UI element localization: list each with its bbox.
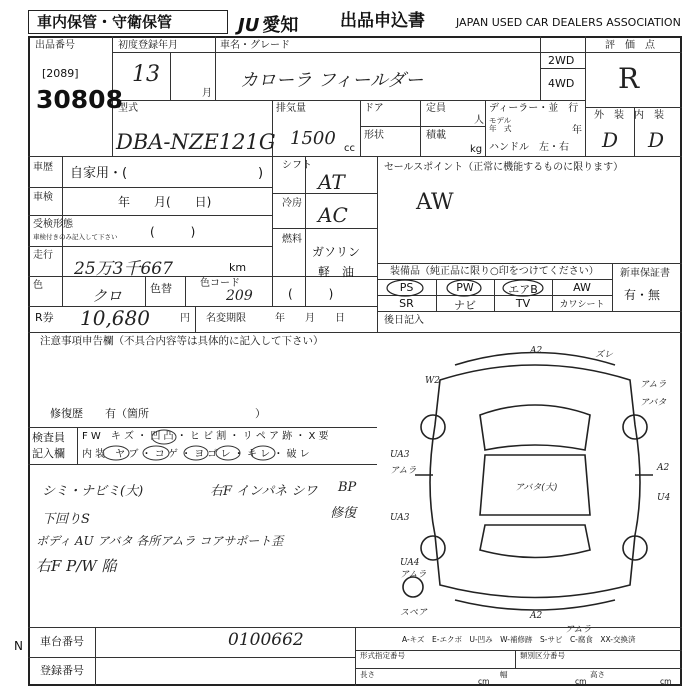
damage-circles [78,428,378,464]
handle-label: ハンドル 左・右 [489,142,569,153]
length-label: 長さ [360,670,375,679]
mark-spare: スペア [400,608,428,618]
mark-amura-3: アムラ [400,570,427,580]
equip-aw: AW [573,281,591,294]
grade-label: 評 価 点 [605,40,655,51]
header-title: 車内保管・守衛保管 [37,13,173,31]
equip-airbag: エアB [508,283,538,296]
warranty-label: 新車保証書 [620,268,670,279]
mark-ua3-left: UA3 [390,450,410,460]
association-name: JAPAN USED CAR DEALERS ASSOCIATION [456,16,681,29]
hw-note-7: 右F P/W 陥 [36,557,117,575]
fw-line: F W キ ズ ・ 凹 凸 ・ ヒ ビ 割 ・ リ ペ ア 跡 ・ X 要 [82,431,329,442]
circle-airbag [503,280,543,296]
chassis-label: 車台番号 [40,635,84,648]
mileage-unit: km [229,261,247,274]
hw-note-5: 下回りS [42,512,90,527]
sales-label: セールスポイント（正常に機能するものに限ります） [384,162,624,173]
mark-abata-1: アバタ [640,398,667,408]
chassis-value: 0100662 [228,630,304,650]
model-label: 型式 [118,103,138,114]
history-label: 車歴 [33,162,53,173]
equip-label: 装備品（純正品に限り○印をつけてください） [390,266,599,277]
ju-logo [238,11,298,37]
fuel-gas: ガソリン [312,245,361,259]
drive-2wd: 2WD [548,54,575,67]
fuel-label: 燃料 [282,234,302,245]
recycle-label: R券 [35,311,54,324]
car-windshield [480,405,590,450]
shift-value: AT [318,170,345,194]
height-label: 高さ [590,670,605,679]
equip-circles [377,279,612,299]
recycle-unit: 円 [180,313,190,324]
history-close: ) [258,166,264,181]
capacity-label: 定員 [426,103,446,114]
name-change-label: 名変期限 [206,313,246,324]
equip-leather-seat: カワシート [559,300,605,310]
name-label: 車名・グレード [220,40,290,51]
hw-note-6: ボディ AU アバタ 各所アムラ コアサポート歪 [36,534,284,548]
equip-pw: PW [456,281,474,294]
mileage-label: 走行 [33,250,53,261]
equip-navi: ナビ [454,299,476,312]
mark-u4: U4 [657,493,671,503]
mark-a2-right: A2 [657,463,670,473]
spare-tire [403,577,423,597]
lot-label: 出品番号 [35,40,75,51]
reg-month-unit: 月 [202,88,212,99]
ju-logo-mark: JU [238,15,260,36]
repair-label: 修復歴 有（箇所 [50,407,149,420]
car-body-outline [430,365,640,598]
cert-class-label: 類別区分番号 [520,651,565,660]
rear-bumper [455,600,615,610]
name-value: カローラ フィールダー [240,70,424,91]
shape-label: 形状 [364,130,384,141]
warranty-value: 有・無 [624,288,661,302]
entry-label: 記入欄 [32,447,65,460]
mark-w2: W2 [425,376,440,386]
side-mark: N [14,639,23,653]
height-unit: cm [660,677,672,686]
equip-sr: SR [399,297,414,310]
inspection-label: 車検 [33,192,53,203]
color-code-value: 209 [226,288,253,304]
width-unit: cm [575,677,587,686]
inner-line: 内 装 ヤ ブ ・ コ ゲ ・ ヨ ゴ レ ・ キ レ ・ 破 レ [82,449,310,460]
model-year-label: モデル 年 式 [489,116,512,134]
mark-ua4: UA4 [400,558,420,568]
cc-value: 1500 [290,128,336,149]
mark-amura-bottom: アムラ [565,625,592,635]
color-code-label: 色コード [200,278,240,289]
shift-label: シフト [282,160,312,171]
ac-label: 冷房 [282,198,302,209]
car-diagram [385,335,682,635]
load-unit: kg [470,144,483,155]
name-change-value: 年 月 日 [275,313,345,324]
mark-abata-big: アバタ(大) [515,483,558,493]
car-rear-window [480,525,590,558]
color-value: クロ [92,287,123,305]
after-label: 後日記入 [384,315,424,326]
mark-amura-2: アムラ [390,466,417,476]
capacity-unit: 人 [474,115,484,126]
grade-value: R [618,62,640,95]
ac-value: AC [318,203,348,227]
lot-number: 30808 [36,85,123,114]
registration-label: 登録番号 [40,664,84,677]
door-label: ドア [364,103,384,114]
form-title: 出品申込書 [340,11,425,31]
color-label: 色 [33,280,43,291]
header-title-box [28,10,228,34]
cc-label: 排気量 [276,103,306,114]
ext-value: D [602,128,619,152]
hw-note-3: BP [338,480,357,495]
fuel-paren: ( ) [288,287,334,301]
fuel-diesel: 軽 油 [318,265,355,279]
accept-paren: ( ) [150,225,196,239]
inspector-label: 検査員 [32,431,65,444]
mark-a2-bottom: A2 [530,611,543,621]
notes-label: 注意事項申告欄（不具合内容等は具体的に記入して下さい） [40,335,324,347]
color-change-label: 色替 [150,282,172,295]
load-label: 積載 [426,130,446,141]
history-value: 自家用・( [70,166,128,181]
accept-note: 車検付きのみ記入して下さい [33,233,118,241]
year-unit: 年 [572,125,582,136]
mark-ua3-lower: UA3 [390,513,410,523]
equip-tv: TV [515,297,531,310]
mark-amura-1: アムラ [640,380,667,390]
circle-ps [387,280,423,296]
hw-note-1: シミ・ナビミ(大) [42,484,144,499]
mark-zure: ズレ [595,350,614,360]
drive-4wd: 4WD [548,77,575,90]
hw-note-4: 修復 [330,506,357,521]
damage-legend: A-キズ E-エクボ U-凹み W-補修跡 S-サビ C-腐食 XX-交換済 [402,635,636,644]
mileage-value: 25万3千667 [74,259,173,279]
wheel-rear-left [421,536,445,560]
accept-label: 受検形態 [33,219,73,230]
lot-small-number: [2089] [42,67,79,80]
recycle-value: 10,680 [80,306,150,330]
circle-pw [447,280,481,296]
int-value: D [648,128,665,152]
reg-label: 初度登録年月 [118,40,178,51]
equip-ps: PS [399,281,414,294]
inspection-value: 年 月( 日) [118,195,212,209]
ext-int-label: 外 装 内 装 [594,110,664,121]
length-unit: cm [478,677,490,686]
hw-note-2: 右F インパネ シワ [210,484,318,499]
model-value: DBA-NZE121G [116,130,276,154]
repair-close: ） [255,407,266,420]
ju-logo-text: 愛知 [262,15,299,36]
dealer-label: ディーラー・並 行 [489,103,579,114]
cc-unit: cc [344,143,355,154]
cert-label: 形式指定番号 [360,651,405,660]
width-label: 幅 [500,670,508,679]
sales-value: AW [416,190,454,215]
mark-a2-top: A2 [530,346,543,356]
reg-year: 13 [132,62,160,87]
